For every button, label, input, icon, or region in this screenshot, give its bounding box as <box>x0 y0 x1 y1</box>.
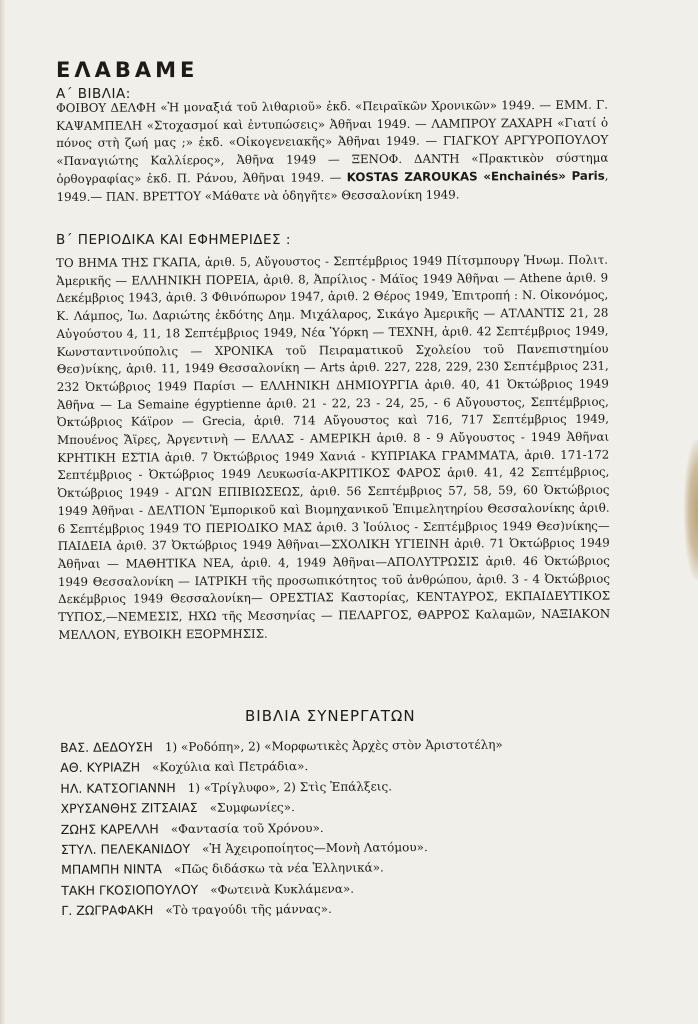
books-paragraph <box>56 97 609 207</box>
collaborator-works: 1) «Τρίγλυφο», 2) Στὶς Ἐπάλξεις. <box>187 779 393 795</box>
books-text-bold: KOSTAS ZAROUKAS «Enchainés» Paris <box>346 168 605 185</box>
collaborator-works: «Πῶς διδάσκω τὰ νέα Ἑλληνικά». <box>173 860 384 877</box>
page-title: ΕΛΑΒΑΜΕ <box>56 58 199 82</box>
books-text-part-2: , 1949.— ΠΑΝ. ΒΡΕΤΤΟΥ «Μάθατε νὰ ὁδηγῆτε» Θεσσαλονίκη 1949. <box>56 168 609 204</box>
collaborator-author: ΗΛ. ΚΑΤΣΟΓΙΑΝΝΗ <box>60 779 176 796</box>
collaborator-author: ΣΤΥΛ. ΠΕΛΕΚΑΝΙΔΟΥ <box>60 840 191 857</box>
page-edge-shadow <box>0 0 6 1024</box>
periodicals-heading: Β΄ ΠΕΡΙΟΔΙΚΑ ΚΑΙ ΕΦΗΜΕΡΙΔΕΣ : <box>56 232 291 248</box>
collaborator-works: «Τὸ τραγούδι τῆς μάννας». <box>165 901 332 918</box>
collaborator-author: ΤΑΚΗ ΓΚΟΣΙΟΠΟΥΛΟΥ <box>61 881 199 898</box>
collaborators-heading: ΒΙΒΛΙΑ ΣΥΝΕΡΓΑΤΩΝ <box>245 707 416 725</box>
collaborator-works: «Φωτεινὰ Κυκλάμενα». <box>210 881 355 897</box>
binding-stain <box>684 440 698 580</box>
books-text-part-1: ΦΟΙΒΟΥ ΔΕΛΦΗ «Ἡ μοναξιά τοῦ λιθαριοῦ» ἐκδ. «Πειραϊκῶν Χρονικῶν» 1949. — ΕΜΜ. Γ. ΚΑΨΑΜΠΕΛΗ «Στοχασμοί καὶ ἐντυπώσεις» Ἀθῆναι 1949. — ΛΑΜΠΡΟΥ ΖΑΧΑΡΗ «Γιατί ὁ πόνος στὴ ζωή μας ;» ἐκδ. «Οἰκογενειακῆς» Ἀθῆναι 1949. — ΓΙΑΓΚΟΥ ΑΡΓΥΡΟΠΟΥΛΟΥ «Παναγιώτης Καλλίερος», Ἀθῆνα 1949 — ΞΕΝΟΦ. ΔΑΝΤΗ «Πρακτικὸν σύστημα ὀρθογραφίας» ἐκδ. Π. Ράνου, Ἀθῆναι 1949. — <box>56 97 609 186</box>
collaborator-works: «Ἡ Ἀχειροποίητος—Μονὴ Λατόμου». <box>202 840 428 856</box>
collaborator-author: ΧΡΥΣΑΝΘΗΣ ΖΙΤΣΑΙΑΣ <box>60 800 198 817</box>
books-heading: Α΄ ΒΙΒΛΙΑ: <box>56 86 131 102</box>
collaborator-author: ΜΠΑΜΠΗ ΝΙΝΤΑ <box>60 861 162 878</box>
collaborator-works: «Κοχύλια καὶ Πετράδια». <box>152 759 309 775</box>
collaborator-works: 1) «Ροδόπη», 2) «Μορφωτικὲς Ἀρχὲς στὸν Ἀριστοτέλη» <box>164 737 503 755</box>
periodicals-paragraph: ΤΟ ΒΗΜΑ ΤΗΣ ΓΚΑΠΑ, ἀριθ. 5, Αὔγουστος - Σεπτέμβριος 1949 Πίτσμπουργ Ἡνωμ. Πολιτ. Ἀμερικῆς — ΕΛΛΗΝΙΚΗ ΠΟΡΕΙΑ, ἀριθ. 8, Ἀπρίλιος - Μάϊος 1949 Ἀθῆναι — Athene ἀριθ. 9 Δεκέμβριος 1943, ἀριθ. 3 Φθινόπωρον 1947, ἀριθ. 2 Θέρος 1949, Ἐπιτροπή : Ν. Οἰκονόμος, Κ. Λάμπος, Ἰω. Δαριώτης ἐκδότης Δημ. Μιχάλαρος, Σικάγο Ἀμερικῆς — ΑΤΛΑΝΤΙΣ 21, 28 Αὐγούστου 4, 11, 18 Σεπτέμβριος 1949, Νέα Ὑόρκη — ΤΕΧΝΗ, ἀριθ. 42 Σεπτέμβριος 1949, Κωνσταντινούπολις — ΧΡΟΝΙΚΑ τοῦ Πειραματικοῦ Σχολείου τοῦ Πανεπιστημίου Θεσ)νίκης, ἀριθ. 11, 1949 Θεσσαλονίκη — Arts ἀριθ. 227, 228, 229, 230 Σεπτέμβριος 231, 232 Ὀκτώβριος 1949 Παρίσι — ΕΛΛΗΝΙΚΗ ΔΗΜΙΟΥΡΓΙΑ ἀριθ. 40, 41 Ὀκτώβριος 1949 Ἀθῆνα — La Semaine égyptienne ἀριθ. 21 - 22, 23 - 24, 25, - 6 Αὔγουστος, Σεπτέμβριος, Ὀκτώβριος Κάϊρον — Grecia, ἀριθ. 714 Αὔγουστος καὶ 716, 717 Σεπτέμβριος 1949, Μπουένος Ἄϊρες, Ἀργεντινὴ — ΕΛΛΑΣ - ΑΜΕΡΙΚΗ ἀριθ. 8 - 9 Αὔγουστος - 1949 Ἀθῆναι ΚΡΗΤΙΚΗ ΕΣΤΙΑ ἀριθ. 7 Ὀκτώβριος 1949 Χανιά - ΚΥΠΡΙΑΚΑ ΓΡΑΜΜΑΤΑ, ἀριθ. 171-172 Σεπτέμβριος - Ὀκτώβριος 1949 Λευκωσία-ΑΚΡΙΤΙΚΟΣ ΦΑΡΟΣ ἀριθ. 41, 42 Σεπτέμβριος, Ὀκτώβριος 1949 - ΑΓΩΝ ΕΠΙΒΙΩΣΕΩΣ, ἀριθ. 56 Σεπτέμβριος 57, 58, 59, 60 Ὀκτώβριος 1949 Ἀθῆναι - ΔΕΛΤΙΟΝ Ἐμπορικοῦ καὶ Βιομηχανικοῦ Ἐπιμελητηρίου Θεσσαλονίκης ἀριθ. 6 Σεπτέμβριος 1949 ΤΟ ΠΕΡΙΟΔΙΚΟ ΜΑΣ ἀριθ. 3 Ἰούλιος - Σεπτέμβριος 1949 Θεσ)νίκης—ΠΑΙΔΕΙΑ ἀριθ. 37 Ὀκτώβριος 1949 Ἀθῆναι—ΣΧΟΛΙΚΗ ΥΓΙΕΙΝΗ ἀριθ. 71 Ὀκτώβριος 1949 Ἀθῆναι — ΜΑΘΗΤΙΚΑ ΝΕΑ, ἀριθ. 4, 1949 Ἀθῆναι—ΑΠΟΛΥΤΡΩΣΙΣ ἀριθ. 46 Ὀκτώβριος 1949 Θεσσαλονίκη — ΙΑΤΡΙΚΗ τῆς προσωπικότητος τοῦ ἀνθρώπου, ἀριθ. 3 - 4 Ὀκτώβριος Δεκέμβριος 1949 Θεσσαλονίκη— ΟΡΕΣΤΙΑΣ Καστορίας, ΚΕΝΤΑΥΡΟΣ, ΕΚΠΑΙΔΕΥΤΙΚΟΣ ΤΥΠΟΣ,—ΝΕΜΕΣΙΣ, ΗΧΩ τῆς Μεσσηνίας — ΠΕΛΑΡΓΟΣ, ΘΑΡΡΟΣ Καλαμῶν, ΝΑΞΙΑΚΟΝ ΜΕΛΛΟΝ, ΕΥΒΟΙΚΗ ΕΞΟΡΜΗΣΙΣ. <box>56 252 611 642</box>
collaborator-author: ΖΩΗΣ ΚΑΡΕΛΛΗ <box>60 820 159 837</box>
collaborator-works: «Συμφωνίες». <box>209 800 295 815</box>
collaborator-author: Γ. ΖΩΓΡΑΦΑΚΗ <box>61 902 154 919</box>
collaborator-author: ΒΑΣ. ΔΕΔΟΥΣΗ <box>60 739 153 755</box>
collaborators-list <box>60 734 621 922</box>
collaborator-author: ΑΘ. ΚΥΡΙΑΖΗ <box>60 759 141 776</box>
list-item <box>61 897 621 922</box>
collaborator-works: «Φαντασία τοῦ Χρόνου». <box>170 820 324 836</box>
